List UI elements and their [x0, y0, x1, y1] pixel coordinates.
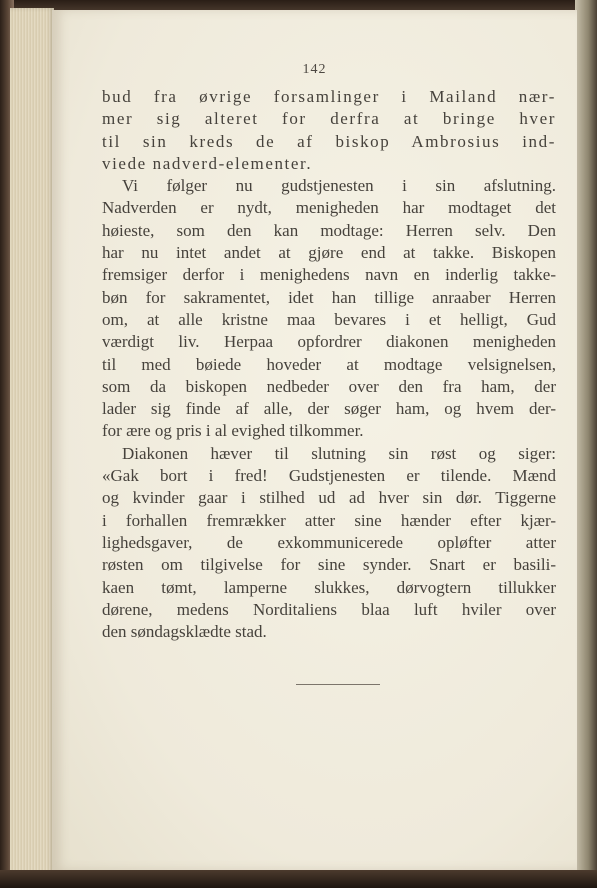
text-line: i forhallen fremrækker atter sine hænder efter kjær- — [102, 510, 556, 530]
text-line: mer sig alteret for derfra at bringe hver — [102, 109, 556, 129]
page-number: 142 — [302, 62, 327, 77]
text-line: for ære og pris i al evighed tilkommer. — [102, 421, 364, 441]
text-line: har nu intet andet at gjøre end at takke. Biskopen — [102, 243, 556, 263]
text-line: bøn for sakramentet, idet han tillige anraaber Herren — [102, 287, 556, 307]
text-line: høieste, som den kan modtage: Herren selv. Den — [102, 220, 556, 240]
text-line: til med bøiede hoveder at modtage velsignelsen, — [102, 354, 556, 374]
text-line: kaen tømt, lamperne slukkes, dørvogtern tillukker — [102, 577, 556, 597]
body-text — [102, 86, 556, 643]
gutter-shadow — [575, 0, 597, 888]
text-line: til sin kreds de af biskop Ambrosius ind- — [102, 131, 556, 151]
text-line: den søndagsklædte stad. — [102, 622, 267, 642]
page-edges — [10, 8, 54, 880]
text-line: viede nadverd-elementer. — [102, 153, 313, 173]
text-line: lighedsgaver, de exkommunicerede opløfter atter — [102, 532, 556, 552]
text-line: Diakonen hæver til slutning sin røst og siger: — [122, 443, 556, 463]
book-cover-bottom — [0, 870, 597, 888]
text-line: røsten om tilgivelse for sine synder. Snart er basili- — [102, 555, 556, 575]
text-line: som da biskopen nedbeder over den fra ham, der — [102, 376, 556, 396]
text-line: bud fra øvrige forsamlinger i Mailand nær- — [102, 87, 556, 106]
text-line: Nadverden er nydt, menigheden har modtaget det — [102, 198, 556, 218]
section-divider — [296, 684, 380, 685]
text-line: dørene, medens Norditaliens blaa luft hviler over — [102, 599, 556, 619]
text-line: Vi følger nu gudstjenesten i sin afslutning. — [122, 176, 556, 196]
text-line: om, at alle kristne maa bevares i et helligt, Gud — [102, 309, 556, 329]
text-line: fremsiger derfor i menighedens navn en inderlig takke- — [102, 265, 556, 285]
text-line: og kvinder gaar i stilhed ud ad hver sin dør. Tiggerne — [102, 488, 556, 508]
text-line: lader sig finde af alle, der søger ham, og hvem der- — [102, 399, 556, 419]
text-line: «Gak bort i fred! Gudstjenesten er tilende. Mænd — [102, 466, 556, 486]
text-line: værdigt liv. Herpaa opfordrer diakonen menigheden — [102, 332, 556, 352]
